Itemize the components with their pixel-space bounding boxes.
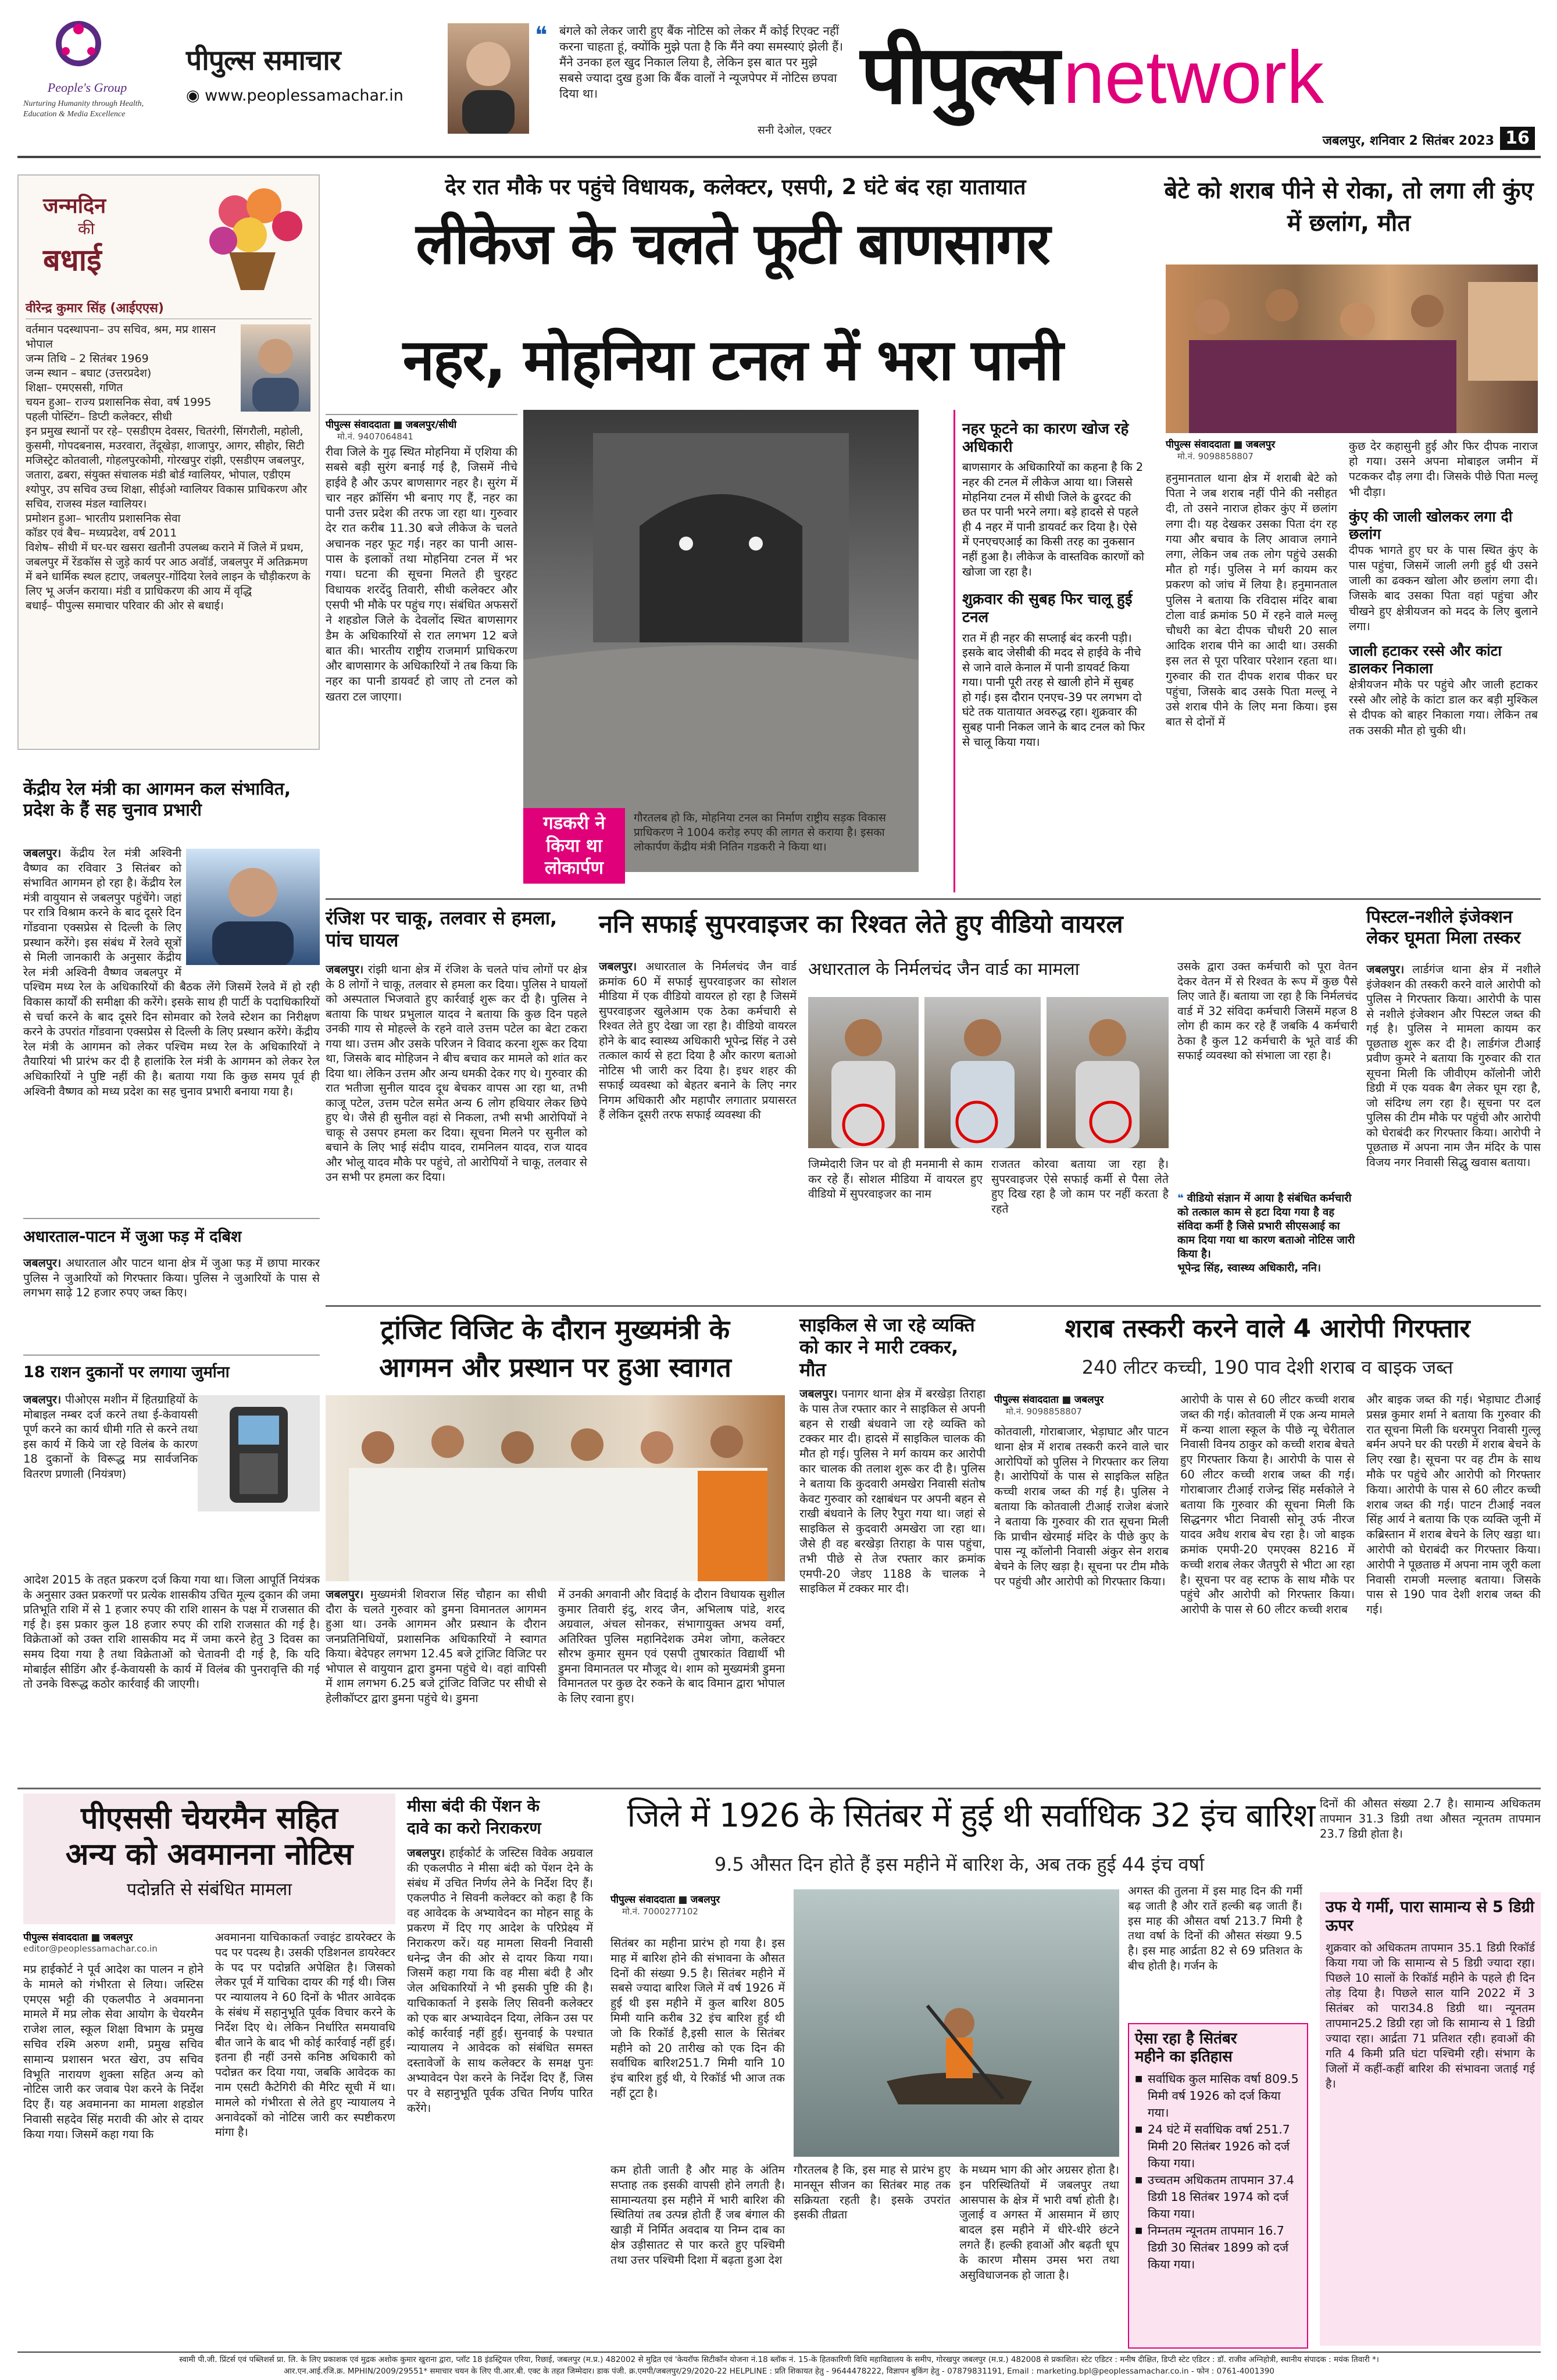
- detail-education: शिक्षा– एमएससी, गणित: [26, 381, 123, 394]
- quote-attribution: सनी देओल, एक्टर: [757, 124, 831, 137]
- footer-line-2: आर.एन.आई.रजि.क्र. MPHIN/2009/29551* समाचार चयन के लिए पी.आर.बी. एक्ट के तहत जिम्मेदार। डाक पंजी. क्र.एमपी/जबलपुर/29/2020-22 HELPLINE : प्रति शिकायत हेतु - 9644478222, विज्ञापन बुकिंग हेतु - 07879831191, Email : marketing.bpl@peoplessamachar.co.in - फोन : 0761-4001390: [284, 2367, 1274, 2376]
- cycle-body: [799, 1386, 985, 1782]
- gamble-text: अधारताल और पाटन थाना क्षेत्र में जुआ फड़ में छापा मारकर पुलिस ने जुआरियों को गिरफ्तार किया। पुलिस ने जुआरियों के पास से लगभग साढ़े 12 हजार रुपए जब्त किए।: [23, 1256, 320, 1300]
- people-group-name: People's Group: [47, 80, 127, 95]
- pen-icon: ■: [1233, 439, 1243, 451]
- paper-logo: [186, 41, 419, 128]
- detail-birthplace: जन्म स्थान – बघाट (उत्तरप्रदेश): [26, 367, 152, 380]
- well-subhead-2: जाली हटाकर रस्से और कांटा डालकर निकाला: [1349, 642, 1502, 677]
- website-text: www.peoplessamachar.in: [205, 87, 403, 105]
- bansagar-kicker: देर रात मौके पर पहुंचे विधायक, कलेक्टर, एसपी, 2 घंटे बंद रहा यातायात: [445, 174, 1026, 199]
- person-silhouette-icon: [924, 997, 1041, 1148]
- well-col2-text: कुछ देर कहासुनी हुई और फिर दीपक नाराज हो गया। उसने अपना मोबाइल जमीन में पटककर दौड़ लगा दी। जिसके पीछे पिता मल्लू भी दौड़ा।: [1349, 439, 1538, 499]
- cm-text: मुख्यमंत्री शिवराज सिंह चौहान का सीधी दौरा के चलते गुरुवार को डुमना विमानतल आगमन हुआ था। उनके आगमन और प्रस्थान के दौरान जनप्रतिनिधियों, प्रशासनिक अधिकारियों ने स्वागत किया। बेदेपहर लगभग 12.45 बजे ट्रांजिट विजिट पर भोपाल से वायुयान द्वारा डुमना पहुंचे थे। वहां वापिसी में शाम लगभग 6.25 बजे ट्रांजिट विजिट पर सीधी से हेलीकॉप्टर द्वारा डुमना पहुंचे थे। डुमना: [326, 1588, 547, 1705]
- tunnel-illustration-icon: [523, 410, 919, 872]
- misa-headline-1: मीसा बंदी की पेंशन के: [407, 1796, 540, 1816]
- people-group-logo-icon: [49, 17, 108, 76]
- rule-bottom: [17, 1788, 1541, 1789]
- rain-col-4: दिनों की औसत संख्या 2.7 है। सामान्य अधिकतम तापमान 31.3 डिग्री तथा औसत न्यूनतम तापमान 23.7 डिग्री होता है।: [1320, 1797, 1541, 1841]
- bansagar-body: रीवा जिले के गुढ़ स्थित मोहनिया में एशिया की सबसे बड़ी सुरंग बनाई गई है, जिसमें नीचे हाईवे है और ऊपर बाणसागर नहर है। सुरंग में चार नहर क्रॉसिंग भी बनाए गए हैं, नहर का पानी उत्तर प्रदेश की तरफ जा रहा था। गुरुवार देर रात करीब 11.30 बजे लीकेज के चलते अचानक नहर फूट गई। नहर का पानी आस-पास के इलाकों तथा मोहनिया टनल में भर गया। घटना की सूचना मिलते ही चुरहट विधायक शरदेंदु तिवारी, सीधी कलेक्टर और एसपी भी मौके पर पहुंच गए। संबंधित अफसरों ने शहडोल जिले के देवलोंद स्थित बाणसागर डैम के अधिकारियों से रात लगभग 12 बजे बात की। भारतीय राष्ट्रीय राजमार्ग प्राधिकरण और बाणसागर के अधिकारियों ने तब किया कि नहर का पानी डायवर्ट हो जाए तो टनल को खतरा टल जाएगा।: [326, 445, 517, 703]
- detail-selection: चयन हुआ– राज्य प्रशासनिक सेवा, वर्ष 1995: [26, 396, 212, 409]
- pos-machine-icon: [198, 1395, 320, 1511]
- pistol-headline: पिस्टल-नशीले इंजेक्शन लेकर घूमता मिला तस्कर: [1366, 907, 1521, 948]
- psc-col-2: अवमानना याचिकाकर्ता ज्वाइंट डायरेक्टर के पद पर पदस्थ है। उसकी एडिशनल डायरेक्टर के पद पर पदोन्नति अपेक्षित है। जिसको लेकर पूर्व में याचिका दायर की गई थी। जिस पर न्यायालय ने 60 दिनों के भीतर आवेदक के संबंध में सहानुभूति पूर्वक विचार करने के निर्देश दिए थे। लेकिन निर्धारित समयावधि बीत जाने के बाद भी कोई कार्रवाई नहीं हुई। इतना ही नहीं उनसे कनिष्ठ अधिकारी को पदोन्नत कर दिया गया, जबकि आवेदक का नाम एसटी कैटेगिरी की मैरिट सूची में था। मामले को गंभीरता से लेते हुए न्यायालय ने अनावेदकों को नोटिस जारी कर स्पष्टीकरण मांगा है।: [215, 1931, 395, 2139]
- byline-city: जबलपुर: [1245, 439, 1276, 451]
- flooded-tunnel-photo: [523, 410, 919, 872]
- byline-mobile: मो.नं. 9098858807: [1006, 1406, 1082, 1417]
- cycle-headline: साइकिल से जा रहे व्यक्ति को कार ने मारी टक्कर, मौत: [799, 1314, 975, 1381]
- rain-subhead: 9.5 औसत दिन होते हैं इस महीने में बारिश के, अब तक हुई 44 इंच वर्षा: [714, 1853, 1205, 1875]
- bansagar-byline: [326, 414, 517, 442]
- brand-title: [860, 17, 1541, 134]
- brand-hindi: पीपुल्स: [860, 28, 1058, 123]
- psc-subhead: पदोन्नति से संबंधित मामला: [126, 1879, 292, 1900]
- heat-headline: उफ ये गर्मी, पारा सामान्य से 5 डिग्री ऊपर: [1326, 1898, 1534, 1935]
- pistol-body: [1366, 962, 1541, 1311]
- gamble-dateline: जबलपुर।: [23, 1256, 62, 1270]
- officer-photo: [241, 324, 310, 412]
- byline-mobile: मो.नं. 7000277102: [622, 1906, 698, 1917]
- history-item: ■ उच्चतम अधिकतम तापमान 37.4 डिग्री 18 सितंबर 1974 को दर्ज किया गया।: [1135, 2172, 1301, 2222]
- liquor-col-3: और बाइक जब्त की गई। भेड़ाघाट टीआई प्रसन्न कुमार शर्मा ने बताया कि गुरुवार की रात सूचना मिली कि धरमपुरा निवासी गुल्लू बर्मन अपने घर की परछी में शराब बेचने के लिए रखा है। सूचना पर वह टीम के साथ मौके पर पहुंचे और आरोपी को गिरफ्तार किया। आरोपी के पास से 60 लीटर कच्ची शराब जब्त की गई। पाटन टीआई नवल सिंह आर्य ने बताया कि एक व्यक्ति जूनी में कब्रिस्तान में शराब बेचने के लिए खड़ा था। आरोपी को घेराबंदी कर गिरफ्तार किया। आरोपी ने पूछताछ में अपना नाम जूरी कला निवासी रामजी मल्लाह बताया। जिसके पास से 190 पाव देशी शराब जब्त की गई।: [1366, 1393, 1541, 1617]
- byline-name: पीपुल्स संवाददाता: [610, 1894, 675, 1906]
- history-item: ■ 24 घंटे में सर्वाधिक वर्षा 251.7 मिमी 20 सितंबर 1926 को दर्ज किया गया।: [1135, 2121, 1301, 2172]
- video-still-2: [924, 997, 1041, 1148]
- misa-text: हाईकोर्ट के जस्टिस विवेक अग्रवाल की एकलपीठ ने मीसा बंदी को पेंशन देने के संबंध में उचित निर्णय लेने के निर्देश दिए हैं। एकलपीठ ने सिवनी कलेक्टर को कहा है कि वह आवेदक के अभ्यावेदन का मोहन साहू के प्रकरण में दिए गए आदेश के परिप्रेक्ष्य में निराकरण करें। यह मामला सिवनी निवासी धनेन्द्र जैन की ओर से दायर किया गया। जिसमें कहा गया कि वह मीसा बंदी है और जेल अधिकारियों ने भी इसकी पुष्टि की है। याचिकाकर्ता ने इसके लिए सिवनी कलेक्टर को एक बार अभ्यावेदन दिया, लेकिन उस पर कोई कार्रवाई नहीं हुई। सुनवाई के पश्चात न्यायालय ने आवेदक को संबंधित समस्त दस्तावेजों के साथ कलेक्टर के समक्ष पुनः अभ्यावेदन पेश करने के निर्देश दिए हैं, जिस पर वे सहानुभूति पूर्वक उचित निर्णय पारित करेंगे।: [407, 1846, 593, 2115]
- rain-col-1b: कम होती जाती है और माह के अंतिम सप्ताह तक इसकी वापसी होने लगती है। सामान्यतया इस महीने में भारी बारिश की स्थितियां तब उत्पन्न होती हैं जब बंगाल की खाड़ी में निर्मित अवदाब या निम्न दाब का क्षेत्र उड़ीसातट से पार करते हुए पश्चिमी तथा उत्तर पश्चिमी दिशा में बढ़ता हुआ देश: [610, 2163, 785, 2267]
- detail-posting: वर्तमान पदस्थापना– उप सचिव, श्रम, मप्र शासन भोपाल: [26, 323, 216, 351]
- history-list: [1135, 2071, 1301, 2273]
- cm-body: [326, 1587, 547, 1779]
- well-body: हनुमानताल थाना क्षेत्र में शराबी बेटे को पिता ने जब शराब नहीं पीने की नसीहत दी, तो उसने नाराज होकर कुंए में छलांग लगा दी। यह देखकर उसका पिता दंग रह गया और बचाव के लिए आवाज लगाने लगा, लेकिन जब तक लोग पहुंचे उसकी मौत हो गई। पुलिस ने मर्ग कायम कर प्रकरण को जांच में लिया है। हनुमानताल पुलिस ने बताया कि रविदास मंदिर बाबा टोला वार्ड क्रमांक 50 में रहने वाले मल्लू चौधरी का बेटा दीपक चौधरी 20 साल आदिक शराब पीने का आदी था। उसकी इस लत से पूरा परिवार परेशान रहता था। गुरुवार की रात दीपक शराब पीकर घर पहुंचा, जिसके बाद उसके पिता मल्लू ने उसे शराब पीने के लिए मना किया। इस बात से दोनों में: [1166, 471, 1337, 729]
- supervisor-under-left: जिम्मेदारी जिन पर वो ही मनमानी से काम कर रहे हैं। सोशल मीडिया में वायरल हुए वीडियो में सुपरवाइजर का नाम: [808, 1157, 983, 1200]
- rail-dateline: जबलपुर।: [23, 846, 62, 860]
- actor-photo: [448, 23, 529, 134]
- byline-name: पीपुल्स संवाददाता: [326, 419, 390, 431]
- sidebar-body-2: रात में ही नहर की सप्लाई बंद करनी पड़ी। इसके बाद जेसीबी की मदद से हाईवे के नीचे से जाने वाले केनाल में पानी डायवर्ट किया गया। पानी पूरी तरह से खाली होने में सुबह हो गई। इस दौरान एनएच-39 पर लगभग दो घंटे तक यातायात अवरुद्ध रहा। शुक्रवार की सुबह पानी निकल जाने के बाद टनल को फिर से चालू किया गया।: [962, 631, 1145, 749]
- history-item: ■ सर्वाधिक कुल मासिक वर्षा 809.5 मिमी वर्ष 1926 को दर्ज किया गया।: [1135, 2071, 1301, 2121]
- supervisor-text: अधारताल के निर्मलचंद जैन वार्ड क्रमांक 60 में सफाई सुपरवाइजर का सोशल मीडिया में एक वीडियो वायरल हो रहा है जिसमें सुपरवाइजर खुलेआम एक ठेका कर्मचारी से रिश्वत लेते हुए देखा जा रहा है। वीडियो वायरल होने के बाद स्वास्थ्य अधिकारी भूपेन्द्र सिंह ने उसे तत्काल कार्य से हटा दिया है और कारण बताओ नोटिस भी जारी कर दिया है। इधर शहर की सफाई व्यवस्था को बेहतर बनाने के लिए नगर निगम अधिकारी और महापौर लगातार प्रयासरत हैं लेकिन दूसरी तरफ सफाई व्यवस्था की: [599, 960, 797, 1121]
- supervisor-under-right: राजतत कोरवा बताया जा रहा है। सुपरवाइजर ऐसे सफाई कर्मी से पैसा लेते हुए दिख रहा है जो काम पर नहीं करता है रहते: [991, 1157, 1169, 1216]
- byline-mobile: मो.नं. 9098858807: [1177, 451, 1254, 462]
- gamble-headline: अधारताल-पाटन में जुआ फड़ में दबिश: [23, 1228, 242, 1246]
- cm-headline-2: आगमन और प्रस्थान पर हुआ स्वागत: [379, 1352, 731, 1383]
- bansagar-sidebar: [954, 410, 1145, 892]
- cm-headline-1: ट्रांजिट विजिट के दौरान मुख्यमंत्री के: [380, 1314, 730, 1345]
- brand-english: network: [1063, 36, 1324, 119]
- page-number: 16: [1500, 127, 1535, 150]
- liquor-subhead: 240 लीटर कच्ची, 190 पाव देशी शराब व बाइक जब्त: [1081, 1356, 1454, 1378]
- byline-city: जबलपुर: [690, 1894, 720, 1906]
- bansagar-headline-1: लीकेज के चलते फूटी बाणसागर: [416, 211, 1049, 277]
- rain-col-2b: के मध्यम भाग की ओर अग्रसर होता है। इन परिस्थितियों में जबलपुर तथा आसपास के क्षेत्र में भारी वर्षा होती है। जुलाई व अगस्त में आसमान में छाए बादल इस महीने में धीरे-धीरे छंटने लगते हैं। हल्की हवाओं और बढ़ती धूप के कारण मौसम उमस भरा तथा असुविधाजनक हो जाता है।: [959, 2163, 1119, 2282]
- well-col-2: [1349, 439, 1538, 892]
- people-group-tagline: Nurturing Humanity through Health, Education & Media Excellence: [23, 99, 144, 119]
- byline-city: जबलपुर/सीधी: [405, 419, 457, 431]
- crowd-illustration-icon: [326, 1395, 785, 1581]
- ration-headline: 18 राशन दुकानों पर लगाया जुर्माना: [23, 1363, 230, 1381]
- byline-name: पीपुल्स संवाददाता: [994, 1394, 1059, 1406]
- supervisor-quote: [1177, 1192, 1358, 1299]
- liquor-byline: [994, 1392, 1169, 1417]
- well-byline: [1166, 437, 1334, 462]
- rail-text: केंद्रीय रेल मंत्री अश्विनी वैष्णव का रविवार 3 सितंबर को संभावित आगमन हो रहा है। केंद्रीय रेल मंत्री वायुयान से जबलपुर पहुंचेंगे। जहां पर रात्रि विश्राम करने के बाद दूसरे दिन गोंडवाना एक्सप्रेस से दिल्ली के लिए प्रस्थान करेंगे। इस संबंध में रेलवे सूत्रों से मिली जानकारी के अनुसार केंद्रीय रेल मंत्री अश्विनी वैष्णव जबलपुर में पश्चिम मध्य रेल के अधिकारियों की बैठक लेंगे जिसमें रेलवे में हो रही विकास कार्यों की समीक्षा की करेंगे। इसके साथ ही पार्टी के पदाधिकारियों से चर्चा करने के बाद दूसरे दिन सोमवार को रेलवे स्टेशन का निरीक्षण करने के उपरांत गोंडवाना एक्सप्रेस से दिल्ली के लिए प्रस्थान करेंगे। केंद्रीय रेल मंत्री के आगमन को लेकर पश्चिम मध्य रेल के अधिकारियों ने तैयारियां भी प्रारंभ कर दी है हालांकि रेल मंत्री के आगमन को लेकर रेल अधिकारियों ने पुष्टि नहीं की है। बताया गया कि कुछ समय पूर्व ही अश्विनी वैष्णव को मध्य प्रदेश का सह चुनाव प्रभारी बनाया गया है।: [23, 846, 320, 1098]
- quote-icon: ❝: [535, 22, 548, 49]
- photo-caption-text: गौरतलब हो कि, मोहनिया टनल का निर्माण राष्ट्रीय सड़क विकास प्राधिकरण ने 1004 करोड़ रुपए की लागत से कराया है। इसका लोकार्पण केंद्रीय मंत्री नितिन गडकरी ने किया था।: [634, 812, 886, 853]
- supervisor-col-3: उसके द्वारा उक्त कर्मचारी को पूरा वेतन देकर वेतन में से रिश्वत के रूप में कुछ पैसे लिए जाते हैं। बताया जा रहा है कि निर्मलचंद वार्ड में 32 संविदा कर्मचारी जिसमें महज 8 लोग ही काम कर रहे हैं जबकि 4 कर्मचारी ठेका है कुल 12 कर्मचारी के भूते वार्ड की सफाई व्यवस्था को संभाला जा रहा है।: [1177, 960, 1358, 1062]
- liquor-col-2: आरोपी के पास से 60 लीटर कच्ची शराब जब्त की गई। कोतवाली में एक अन्य मामले में कन्या शाला स्कूल के पीछे न्यू चेरीताल निवासी विनय ठाकुर को कच्ची शराब बेचते हुए गिरफ्तार किया है। आरोपी के पास से 60 लीटर कच्ची शराब जब्त की गई। गोराबाजार टीआई राजेन्द्र सिंह मर्सकोले ने बताया कि गुरुवार की सूचना मिली कि सिद्धनगर भीटा निवासी सोनू उर्फ नीरज यादव अवैध शराब बेच रहा है। जो बाइक क्रमांक एमपी-20 एमएक्स 8216 में कच्ची शराब लेकर जैतपुरी से भीटा आ रहा है। सूचना पर वह स्टाफ के साथ मौके पर पहुंचे और आरोपी को गिरफ्तार किया। आरोपी के पास से 60 लीटर कच्ची शराब: [1180, 1393, 1355, 1617]
- heat-box: [1320, 1892, 1541, 2346]
- globe-icon: ◉: [186, 87, 200, 105]
- sidebar-headline-2: शुक्रवार की सुबह फिर चालू हुई टनल: [962, 591, 1133, 627]
- boat-illustration-icon: [794, 1889, 1119, 2157]
- grieving-family-photo: [1166, 265, 1538, 433]
- misa-headline-2: दावे का करो निराकरण: [407, 1818, 541, 1838]
- rule-mid-2: [326, 1305, 1541, 1307]
- byline-city: जबलपुर: [103, 1932, 133, 1943]
- history-item: ■ निम्नतम न्यूनतम तापमान 16.7 डिग्री 30 सितंबर 1899 को दर्ज किया गया।: [1135, 2222, 1301, 2273]
- supervisor-headline: ननि सफाई सुपरवाइजर का रिश्वत लेते हुए वीडियो वायरल: [599, 910, 1123, 939]
- birthday-title-2: की: [78, 219, 95, 238]
- detail-wishes: बधाई– पीपुल्स समाचार परिवार की ओर से बधाई।: [26, 599, 224, 612]
- gamble-body: [23, 1256, 320, 1300]
- quote-block: [535, 23, 843, 140]
- history-title-2: महीने का इतिहास: [1135, 2048, 1233, 2066]
- paper-name: पीपुल्स समाचार: [186, 44, 341, 77]
- birthday-title-3: बधाई: [43, 243, 102, 278]
- ration-body-1: [23, 1392, 198, 1482]
- rail-body: [23, 846, 320, 1212]
- rain-col-2: गौरतलब है कि, इस माह से प्रारंभ हुए मानसून सीजन का सितंबर माह तक सक्रियता रहती है। इसके उपरांत इसकी तीव्रता: [794, 2163, 951, 2222]
- person-silhouette-icon: [808, 997, 919, 1148]
- website-url[interactable]: [186, 87, 419, 105]
- byline-city: जबलपुर: [1074, 1394, 1104, 1406]
- byline-name: पीपुल्स संवाददाता: [1166, 439, 1230, 451]
- supervisor-kicker: अधारताल के निर्मलचंद जैन वार्ड का मामला: [808, 959, 1080, 980]
- rail-headline: केंद्रीय रेल मंत्री का आगमन कल संभावित, प्रदेश के हैं सह चुनाव प्रभारी: [23, 779, 291, 820]
- cm-welcome-photo: [326, 1395, 785, 1581]
- liquor-headline: शराब तस्करी करने वाले 4 आरोपी गिरफ्तार: [1065, 1314, 1470, 1343]
- person-silhouette-icon: [1047, 997, 1169, 1148]
- misa-body: [407, 1846, 593, 2346]
- detail-dob: जन्म तिथि – 2 सितंबर 1969: [26, 352, 149, 365]
- officer-name: वीरेन्द्र कुमार सिंह (आईएएस): [26, 299, 312, 319]
- crowd-illustration-icon: [1166, 265, 1538, 433]
- rain-byline: [610, 1892, 785, 1917]
- photo-caption-tag: गडकरी ने किया था लोकार्पण: [523, 808, 625, 884]
- rain-col-3: अगस्त की तुलना में इस माह दिन की गर्मी बढ़ जाती है और रातें हल्की बढ़ जाती हैं। इस माह की औसत वर्षा 213.7 मिमी है तथा वर्षा के दिनों की औसत संख्या 9.5 है। इस माह आर्द्रता 82 से 69 प्रतिशत के बीच होती है। गर्जन के: [1128, 1884, 1302, 1972]
- well-headline: बेटे को शराब पीने से रोका, तो लगा ली कुंए में छलांग, मौत: [1164, 177, 1534, 237]
- psc-headline-1: पीएससी चेयरमैन सहित: [80, 1801, 338, 1836]
- rule-gamble: [23, 1218, 320, 1219]
- people-group-logo: [17, 17, 157, 145]
- person-silhouette-icon: [241, 324, 310, 412]
- supervisor-note-by: भूपेन्द्र सिंह, स्वास्थ्य अधिकारी, ननि।: [1177, 1262, 1321, 1274]
- sidebar-body-1: बाणसागर के अधिकारियों का कहना है कि 2 नहर की टनल में लीकेज आया था। जिससे मोहनिया टनल में सीधी जिले के ढुरदट की छत पर पानी भरने लगा। बड़े हादसे से पहले ही 4 नहर में पानी डायवर्ट कर दिया है। ऐसे में एनएचएआई का किसी तरह का नुकसान नहीं हुआ है। लीकेज के वास्तविक कारणों को खोजा जा रहा है।: [962, 460, 1144, 578]
- pos-machine-photo: [198, 1395, 320, 1511]
- pen-icon: ■: [393, 419, 403, 431]
- cycle-dateline: जबलपुर।: [799, 1387, 838, 1400]
- liquor-body: कोतवाली, गोराबाजार, भेड़ाघाट और पाटन थाना क्षेत्र में शराब तस्करी करने वाले चार आरोपियों को पुलिस ने गिरफ्तार कर लिया है। आरोपियों के पास से साइकिल सहित कच्ची शराब जब्त की गई है। पुलिस ने बताया कि कोतवाली टीआई राजेश बंजारे ने बताया कि गुरुवार की रात सूचना मिली कि प्राचीन खेरमाई मंदिर के पीछे कुए के पास न्यू कॉलोनी निवासी अंकुर सेन शराब बेचने के लिए खड़ा है। सूचना पर टीम मौके पर पहुंची और आरोपी को गिरफ्तार किया।: [994, 1425, 1169, 1588]
- ration-dateline: जबलपुर।: [23, 1393, 62, 1406]
- boat-river-photo: [794, 1889, 1119, 2157]
- bansagar-headline-2: नहर, मोहनिया टनल में भरा पानी: [402, 327, 1063, 394]
- psc-body: मप्र हाईकोर्ट ने पूर्व आदेश का पालन न होने के मामले को गंभीरता से लिया। जस्टिस एमएस भट्टी की एकलपीठ ने अवमानना मामले में मप्र लोक सेवा आयोग के चेयरमैन राजेश लाल, स्कूल शिक्षा विभाग के प्रमुख सचिव रश्मि अरुण शमी, प्रमुख सचिव सामान्य प्रशासन भरत खेरा, उप सचिव विभूति नारायण शुक्ला सहित अन्य को नोटिस जारी कर जवाब पेश करने के निर्देश दिए हैं। यह अवमानना का मामला शहडोल निवासी सहदेव सिंह मरावी की ओर से दायर किया गया। जिसमें कहा गया कि: [23, 1963, 203, 2141]
- misa-dateline: जबलपुर।: [407, 1846, 445, 1860]
- psc-email[interactable]: editor@peoplessamachar.co.in: [23, 1943, 158, 1954]
- pistol-text: लार्डगंज थाना क्षेत्र में नशीले इंजेक्शन की तस्करी करने वाले आरोपी को पुलिस ने गिरफ्तार किया। आरोपी के पास से नशीले इंजेक्शन और पिस्टल जब्त की गई है। पुलिस ने मामला कायम कर पूछताछ शुरू कर दी है। लार्डगंज टीआई प्रवीण कुमरे ने बताया कि गुरुवार की रात सूचना मिली कि जीवीएम कॉलोनी जोरी डिग्री में एक यवक बैग लेकर घूम रहा है, जो संदिग्ध लग रहा है। सूचना पर दल पुलिस की टीम मौके पर पहुंची और आरोपी को घेराबंदी कर गिरफ्तार किया। आरोपी ने पूछताछ में अपना नाम जैन मंदिर के पास विजय नगर निवासी सिद्धु खवास बताया।: [1366, 963, 1541, 1169]
- history-title-1: ऐसा रहा है सितंबर: [1135, 2030, 1237, 2047]
- ranjish-dateline: जबलपुर।: [326, 963, 364, 976]
- rule-ration: [23, 1355, 320, 1356]
- rain-history-box: [1128, 2023, 1308, 2349]
- pen-icon: ■: [91, 1932, 101, 1943]
- ration-body-2: आदेश 2015 के तहत प्रकरण दर्ज किया गया था। जिला आपूर्ति नियंत्रक के अनुसार उक्त प्रकरणों पर प्रत्येक शासकीय उचित मूल्य दुकान की जमा प्रतिभूति राशि में से 1 हजार रुपए की राशि शासन के पक्ष में राजसात की गई है। इस प्रकार कुल 18 हजार रुपए की राशि राजसात की गई है। विक्रेताओं को उक्त राशि शासकीय मद में जमा करने हेतु 3 दिवस का समय दिया गया है तथा विक्रेताओं को चेतावनी दी गई है, कि यदि मोबाईल सीडिंग और ई-केवायसी के कार्य में विलंब की पुनरावृत्ति की गई तो उनके विरूद्ध कठोर कार्रवाई की जाएगी।: [23, 1573, 320, 1691]
- rain-col-1: सितंबर का महीना प्रारंभ हो गया है। इस माह में बारिश होने की संभावना के औसत दिनों की संख्या 9.5 है। सितंबर महीने में सबसे ज्यादा बारिश जिले में वर्ष 1926 में हुई थी इस महीने में कुल बारिश 805 मिमी यानि करीब 32 इंच बारिश हुई थी जो कि रिकॉर्ड है,इसी साल के सितंबर महीने को 20 तारीख को एक दिन की सर्वाधिक बारिश251.7 मिमी यानि 10 इंच बारिश हुई थी, ये रिकॉर्ड भी आज तक नहीं टूटा है।: [610, 1936, 785, 2100]
- cycle-text: पनागर थाना क्षेत्र में बरखेड़ा तिराहा के पास तेज रफ्तार कार ने साइकिल से अपनी बहन से राखी बंधवाने जा रहे व्यक्ति को टक्कर मार दी। हादसे में साइकिल चालक की मौत हो गई। पुलिस ने मर्ग कायम कर आरोपी कार चालक की तलाश शुरू कर दी है। पुलिस ने बताया कि कुदवारी अमखेरा निवासी संतोष केवट गुरुवार को रक्षाबंधन पर अपनी बहन से राखी बंधवाने के लिए रैपुरा गया था। जहां से साइकिल से कुदवारी अमखेरा जा रहा था। जैसे ही वह बरखेड़ा तिराहा के पास पहुंचा, तभी पीछे से तेज रफ्तार कार क्रमांक एमपी-20 जेडए 1188 के चालक ने साइकिल में टक्कर मार दी।: [799, 1387, 985, 1596]
- cm-dateline: जबलपुर।: [326, 1588, 364, 1601]
- quote-icon: ❝: [1177, 1192, 1184, 1205]
- pen-icon: ■: [678, 1894, 688, 1906]
- pistol-dateline: जबलपुर।: [1366, 963, 1405, 976]
- psc-headline-box: [23, 1793, 395, 1924]
- ranjish-body: [326, 962, 587, 1296]
- detail-special: विशेष– सीधी में घर-घर खसरा खतौनी उपलब्ध कराने में जिले में प्रथम, जबलपुर में रेंडकॉस से जुड़े कार्य पर आठ अवॉर्ड, जबलपुर में अतिक्रमण में बने धार्मिक स्थल हटाए, जबलपुर-गोंदिया रेलवे लाइन के चौड़ीकरण के लिए भू अर्जन कराया। मंडी व प्राधिकरण की आय में वृद्धि: [26, 541, 310, 598]
- ration-text-1: पीओएस मशीन में हितग्राहियों के मोबाइल नम्बर दर्ज करने तथा ई-केवायसी पूर्ण करने का कार्य धीमी गति से करने तथा इस कार्य में किये जा रहे विलंब के कारण 18 दुकानों के विरूद्ध मप्र सार्वजनिक वितरण प्रणाली (नियंत्रण): [23, 1393, 198, 1481]
- person-silhouette-icon: [448, 23, 529, 134]
- birthday-title-1: जन्मदिन: [43, 194, 106, 218]
- ranjish-headline: रंजिश पर चाकू, तलवार से हमला, पांच घायल: [326, 907, 558, 952]
- sidebar-headline-1: नहर फूटने का कारण खोज रहे अधिकारी: [962, 420, 1129, 456]
- psc-headline-2: अन्य को अवमानना नोटिस: [65, 1837, 353, 1872]
- video-still-3: [1047, 997, 1169, 1148]
- well-subbody-1: दीपक भागते हुए घर के पास स्थित कुंए के पास पहुंचा, जिसमें जाली लगी हुई थी उसने जाली का ढक्कन खोला और छलांग लगा दी। जिसके बाद उसका पिता वहां पहुंचा और चीखने हुए क्षेत्रीयजन को मदद के लिए बुलाने लगा।: [1349, 543, 1538, 633]
- footer-rule: [17, 2352, 1541, 2353]
- ranjish-text: रांझी थाना क्षेत्र में रंजिश के चलते पांच लोगों पर क्षेत्र के 8 लोगों ने चाकू, तलवार से हमला कर दिया। पुलिस ने घायलों को अस्पताल भिजवाते हुए कार्रवाई शुरू कर दी है। पुलिस ने बताया कि पाथर प्रभुलाल यादव ने बताया कि कुछ दिन पहले उनकी गाय से मोहल्ले के रहने वाले उत्तम पटेल का बेटा टकरा गया था। उत्तम और उसके परिजन ने विवाद करना शुरू कर दिया था, जिसके बाद मोहिजन ने बीच बचाव कर मामले को शांत कर दिया था। लेकिन उत्तम और अन्य धमकी देकर गए थे। गुरुवार की रात भतीजा सुनील यादव दूध बेचकर वापस आ रहा था, तभी काजू पटेल, उत्तम पटेल समेत अन्य 6 लोग हथियार लेकर छिपे हुए थे। जैसे ही सुनील वहां से निकला, तभी सभी आरोपियों ने चाकू से उसपर हमला कर दिया। सूचना मिलने पर सुनील को बचाने के लिए भाई संदीप यादव, रामनिलन यादव, राज यादव और भोलू यादव मौके पर पहुंचे, तो आरोपियों ने चाकू, तलवार से उन सभी पर हमला कर दिया।: [326, 963, 587, 1184]
- flower-bouquet-icon: [188, 183, 316, 293]
- birthday-header: [26, 183, 312, 299]
- detail-cadre: कॉडर एवं बैच– मध्यप्रदेश, वर्ष 2011: [26, 527, 177, 539]
- birthday-box: [17, 174, 320, 750]
- detail-first-posting: पहली पोस्टिंग– डिप्टी कलेक्टर, सीधी: [26, 410, 172, 423]
- rule-mid-1: [326, 898, 1541, 900]
- detail-postings: इन प्रमुख स्थानों पर रहे– एसडीएम देवसर, चितरंगी, सिंगरौली, महोली, कुसमी, गोपदबनास, मउरवारा, तेंदूखेड़ा, शाजापुर, आगर, सीहोर, सिटी मजिस्ट्रेट कोतवाली, गोहलपुरकोमी, गोरखपुर रांझी, एसडीएम जबलपुर, जतारा, ढबरा, संयुक्त संचालक मंडी बोर्ड ग्वालियर, भोपाल, एडीएम श्योपुर, उप सचिव उच्च शिक्षा, सीईओ ग्वालियर विकास प्राधिकरण और सचिव, राजस्व मंडल ग्वालियर।: [26, 425, 308, 510]
- byline-mobile: मो.नं. 9407064841: [337, 431, 413, 442]
- supervisor-note: वीडियो संज्ञान में आया है संबंधित कर्मचारी को तत्काल काम से हटा दिया गया है वह संविदा कर्मी है जिसे प्रभारी सीएसआई का काम दिया गया था कारण बताओ नोटिस जारी किया है।: [1177, 1192, 1355, 1260]
- supervisor-body: [599, 959, 797, 1296]
- masthead-rule: [17, 156, 1541, 158]
- quote-text: बंगले को लेकर जारी हुए बैंक नोटिस को लेकर मैं कोई रिएक्ट नहीं करना चाहता हूं, क्योंकि मुझे पता है कि मैंने क्या समस्याएं झेली हैं। मैंने उनका हल खुद निकाल लिया है, लेकिन इस बात पर मुझे सबसे ज्यादा दुख हुआ कि बैंक वालों ने न्यूजपेपर में नोटिस छपवा दिया था।: [559, 24, 843, 101]
- well-subbody-2: क्षेत्रीयजन मौके पर पहुंचे और जाली हटाकर रस्से और लोहे के कांटा डाल कर बड़ी मुश्किल से दीपक को बाहर निकाला गया। लेकिन तब तक उसकी मौत हो चुकी थी।: [1349, 678, 1538, 737]
- supervisor-dateline: जबलपुर।: [599, 960, 637, 973]
- detail-promotion: प्रमोशन हुआ– भारतीय प्रशासनिक सेवा: [26, 512, 181, 525]
- pen-icon: ■: [1062, 1394, 1072, 1406]
- dateline: जबलपुर, शनिवार 2 सितंबर 2023: [1322, 134, 1494, 148]
- well-subhead-1: कुंए की जाली खोलकर लगा दी छलांग: [1349, 508, 1513, 542]
- rain-headline: जिले में 1926 के सितंबर में हुई थी सर्वाधिक 32 इंच बारिश: [627, 1797, 1315, 1835]
- heat-body: शुक्रवार को अधिकतम तापमान 35.1 डिग्री रिकॉर्ड किया गया जो कि सामान्य से 5 डिग्री ज्यादा रहा। पिछले 10 सालों के रिकॉर्ड महीने के पहले ही दिन तोड़ दिया है। पिछले साल यानि 2022 में 3 सितंबर को पारा34.8 डिग्री था। न्यूनतम तापमान25.2 डिग्री रहा जो कि सामान्य से 1 डिग्री ज्यादा रहा। आर्द्रता 71 प्रतिशत रही। हवाओं की गति 4 किमी प्रति घंटा पश्चिमी रही। संभाग के जिलों में कहीं-कहीं बारिश की संभावना जताई गई है।: [1326, 1941, 1535, 2090]
- footer-line-1: स्वामी पी.जी. प्रिंटर्स एवं पब्लिशर्स प्रा. लि. के लिए प्रकाशक एवं मुद्रक अशोक कुमार खुराना द्वारा, प्लॉट 18 इंडस्ट्रियल एरिया, रिछाई, जबलपुर (म.प्र.) 482002 से मुद्रित एवं 'केयरॉफ सिटीकॉन योजना नं.18 ब्लॉक नं. 15-के हितकारिणी विधि महाविद्यालय के समीप, गोरखपुर जबलपुर (म.प्र.) 482008 से प्रकाशित। स्टेट एडिटर : मनीष दीक्षित, डिप्टी स्टेट एडिटर : डॉ. राजीव अग्निहोत्री, स्थानीय संपादक : मयंक तिवारी *।: [179, 2355, 1379, 2364]
- byline-name: पीपुल्स संवाददाता: [23, 1932, 88, 1943]
- rail-photo-float: [181, 846, 320, 966]
- cm-col-2: में उनकी अगवानी और विदाई के दौरान विधायक सुशील कुमार तिवारी इंदु, शरद जैन, अभिलाष पांडे, शरद अग्रवाल, अंचल सोनकर, संभागायुक्त अभय वर्मा, अतिरिक्त पुलिस महानिदेशक उमेश जोगा, कलेक्टर सौरभ कुमार सुमन एवं एसपी तुषारकांत विद्यार्थी भी डुमना विमानतल पर मौजूद थे। शाम को मुख्यमंत्री डुमना विमानतल पर कुछ देर रुकने के बाद विमान द्वारा भोपाल के लिए रवाना हुए।: [558, 1588, 785, 1705]
- video-still-1: [808, 997, 919, 1148]
- psc-byline: [23, 1930, 203, 1954]
